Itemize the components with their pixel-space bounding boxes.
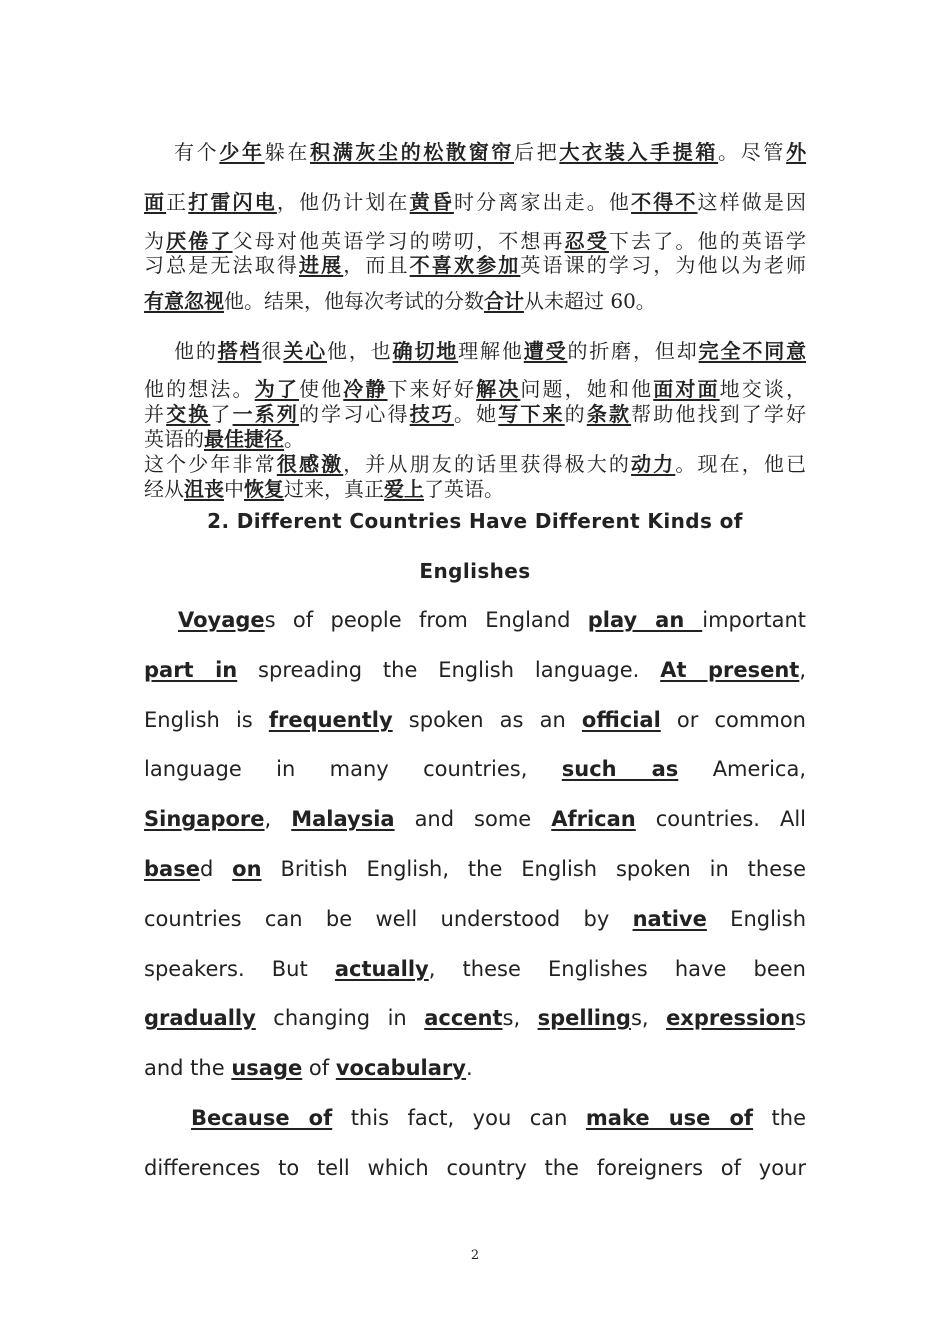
text-run: 的 [564,402,587,426]
text-run: , these Englishes have been [428,957,806,981]
section-heading-line2: Englishes [419,559,531,583]
en-line [144,807,806,831]
text-run: 这样做是因 [697,190,807,214]
en-line [144,708,806,732]
en-line [144,1156,806,1180]
cn-line [144,249,806,278]
text-run: 他的 [174,339,218,363]
text-run: 这个少年非常 [144,452,277,476]
text-run: English [706,907,807,931]
text-run: English is [144,708,269,732]
underlined-term: 不喜欢参加 [409,253,521,277]
cn-line [144,136,806,165]
underlined-term: 忍受 [564,229,609,253]
underlined-term: 交换 [166,402,211,426]
underlined-term: 合计 [484,289,524,313]
underlined-term: 完全不同意 [698,339,807,363]
underlined-term: 面 [144,190,167,214]
underlined-term: frequently [268,708,393,732]
text-run: 。 [284,427,304,451]
text-run: 问题，她和他 [520,377,654,401]
underlined-term: 一系列 [232,402,299,426]
cn-line [144,335,806,364]
underlined-term: 有意忽视 [144,289,224,313]
text-run: 了 [210,402,233,426]
text-run: 英语的 [144,427,204,451]
underlined-term: 沮丧 [184,477,224,501]
underlined-term: expression [666,1006,796,1030]
underlined-term: 黄昏 [409,190,454,214]
text-run: 过来，真正 [284,477,384,501]
underlined-term: gradually [144,1006,256,1030]
text-run: ，他仍计划在 [276,190,410,214]
underlined-term: 冷静 [343,377,388,401]
underlined-term: base [144,857,200,881]
text-run: 后把 [514,140,560,164]
text-run: countries. All [635,807,806,831]
text-run: 他的想法。 [144,377,255,401]
en-line [144,907,806,931]
underlined-term: 写下来 [498,402,565,426]
section-heading-line1: 2. Different Countries Have Different Kinds of [207,509,743,533]
cn-line [144,285,806,314]
text-run: 有个 [174,140,220,164]
text-run: important [702,608,806,632]
underlined-term: 解决 [476,377,521,401]
underlined-term: actually [334,957,429,981]
underlined-term: spelling [537,1006,631,1030]
underlined-term: accent [424,1006,503,1030]
underlined-term: native [632,907,707,931]
en-line [144,957,806,981]
underlined-term: part in [144,658,238,682]
en-line [144,1006,806,1030]
text-run: 躲在 [264,140,311,164]
underlined-term: 积满灰尘的松散窗帘 [310,140,515,164]
underlined-term: 为了 [254,377,299,401]
text-run: 中 [224,477,244,501]
text-run: 他，也 [327,339,393,363]
cn-line [144,186,806,215]
underlined-term: 确切地 [392,339,459,363]
text-run: , [799,658,807,682]
text-run: spoken as an [392,708,582,732]
text-run: 时分离家出走。他 [453,190,632,214]
text-run: 了英语。 [424,477,504,501]
text-run: s, [502,1006,538,1030]
text-run: differences to tell which country the foreigners of your [144,1156,806,1180]
text-run: changing in [255,1006,425,1030]
underlined-term: 关心 [283,339,328,363]
text-run: 。现在，他已 [675,452,807,476]
text-run: 帮助他找到了学好 [631,402,807,426]
underlined-term: Voyage [178,608,265,632]
underlined-term: official [581,708,661,732]
underlined-term: 最佳捷径 [204,427,284,451]
text-run: the [753,1106,806,1130]
text-run: 下去了。他的英语学 [608,229,807,253]
underlined-term: African [551,807,636,831]
text-run: 正 [166,190,189,214]
underlined-term: 不得不 [631,190,698,214]
underlined-term: such as [561,757,679,781]
text-run: 理解他 [458,339,524,363]
underlined-term: Because of [191,1106,333,1130]
text-run: spreading the English language. [237,658,661,682]
cn-line [144,473,806,502]
text-run: 从未超过 60。 [524,289,656,313]
underlined-term: 大衣装入手提箱 [559,140,719,164]
text-run: s, [630,1006,667,1030]
text-run: and the [144,1056,232,1080]
underlined-term: 打雷闪电 [188,190,277,214]
en-line [144,1106,806,1130]
underlined-term: 厌倦了 [166,229,233,253]
underlined-term: 面对面 [653,377,720,401]
underlined-term: 遭受 [523,339,568,363]
text-run: of [302,1056,336,1080]
underlined-term: 条款 [586,402,632,426]
text-run: ，并从朋友的话里获得极大的 [343,452,632,476]
text-run: speakers. But [144,957,335,981]
text-run: or common [660,708,806,732]
text-run: 很 [261,339,284,363]
underlined-term: 爱上 [384,477,424,501]
underlined-term: At present [660,658,800,682]
underlined-term: vocabulary [335,1056,466,1080]
text-run: 地交谈， [719,377,807,401]
en-line [144,757,806,781]
text-run: 下来好好 [387,377,477,401]
text-run: 经从 [144,477,184,501]
text-run: 英语课的学习，为他以为老师 [520,253,807,277]
text-run: s [795,1006,807,1030]
underlined-term: 动力 [631,452,676,476]
text-run: , [264,807,292,831]
text-run: d [199,857,233,881]
text-run: America, [678,757,806,781]
underlined-term: 恢复 [244,477,284,501]
text-run: this fact, you can [332,1106,586,1130]
underlined-term: Malaysia [291,807,395,831]
text-run: 习总是无法取得 [144,253,299,277]
text-run: 父母对他英语学习的唠叨，不想再 [232,229,565,253]
text-run: and some [394,807,552,831]
underlined-term: Singapore [144,807,265,831]
underlined-term: 少年 [219,140,265,164]
underlined-term: 很感激 [276,452,344,476]
en-line [144,608,806,632]
underlined-term: make use of [585,1106,754,1130]
page-number: 2 [470,1248,480,1263]
text-run: 使他 [298,377,344,401]
text-run: countries can be well understood by [144,907,633,931]
text-run: 他。结果，他每次考试的分数 [224,289,484,313]
text-run: British English, the English spoken in these [261,857,806,881]
underlined-term: 技巧 [409,402,454,426]
underlined-term: usage [231,1056,303,1080]
underlined-term: on [232,857,262,881]
text-run: 的折磨，但却 [567,339,699,363]
text-run: 。她 [453,402,499,426]
underlined-term: 搭档 [217,339,262,363]
underlined-term: 外 [786,140,807,164]
text-run: 。尽管 [718,140,787,164]
text-run: ，而且 [343,253,410,277]
text-run: 为 [144,229,167,253]
en-line [144,1056,806,1080]
underlined-term: play an [587,608,703,632]
text-run: language in many countries, [144,757,562,781]
underlined-term: 进展 [298,253,344,277]
text-run: 并 [144,402,167,426]
en-line [144,658,806,682]
en-line [144,857,806,881]
text-run: . [465,1056,473,1080]
text-run: 的学习心得 [298,402,410,426]
text-run: s of people from England [264,608,588,632]
